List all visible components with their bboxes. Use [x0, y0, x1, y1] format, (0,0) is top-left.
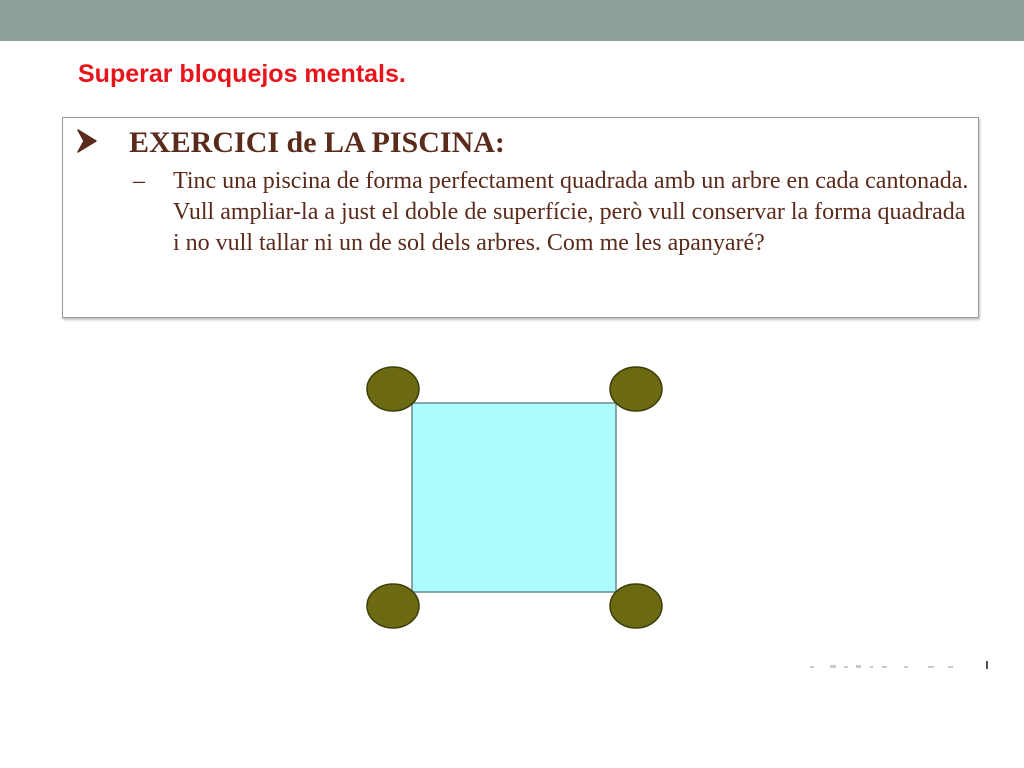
tree-bottom-left [367, 584, 419, 628]
footer-marks [808, 660, 998, 672]
exercise-box [62, 117, 979, 318]
pool-square [412, 403, 616, 592]
arrow-bullet-icon [75, 128, 99, 154]
tree-top-right [610, 367, 662, 411]
tree-top-left [367, 367, 419, 411]
top-bar [0, 0, 1024, 41]
pool-diagram [360, 360, 680, 640]
slide-title: Superar bloquejos mentals. [78, 60, 406, 88]
tree-bottom-right [610, 584, 662, 628]
exercise-text: Tinc una piscina de forma perfectament quadrada amb un arbre en cada cantonada. Vull ampliar-la a just el doble de superfície, però vull conservar la forma quadrada i no vull tallar ni un de sol dels arbres. Com me les apanyaré? [173, 168, 969, 256]
dash-bullet: – [133, 168, 145, 194]
exercise-heading: EXERCICI de LA PISCINA: [129, 126, 505, 159]
